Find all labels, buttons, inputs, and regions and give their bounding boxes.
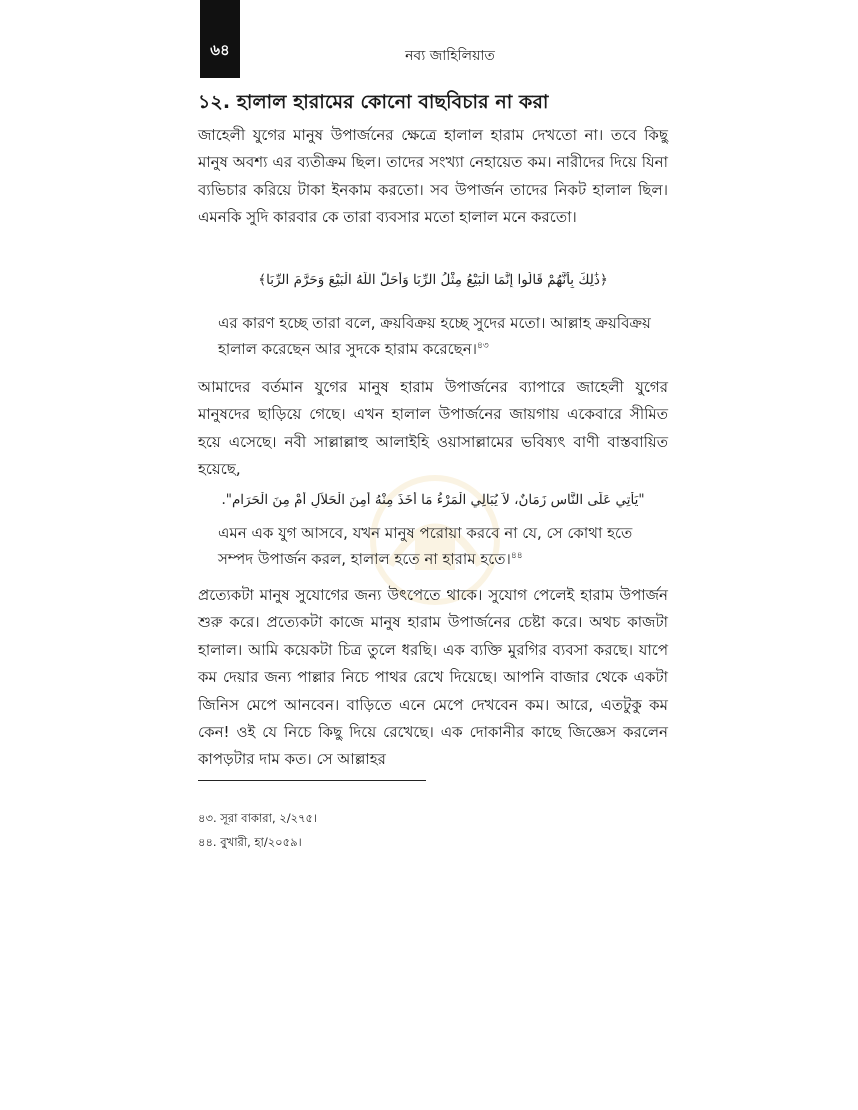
- page-number-tab: [200, 0, 240, 78]
- paragraph-1: জাহেলী যুগের মানুষ উপার্জনের ক্ষেত্রে হালাল হারাম দেখতো না। তবে কিছু মানুষ অবশ্য এর ব্যতীক্রম ছিল। তাদের সংখ্যা নেহায়েত কম। নারীদের দিয়ে যিনা ব্যভিচার করিয়ে টাকা ইনকাম করতো। সব উপার্জন তাদের নিকট হালাল ছিল। এমনকি সুদি কারবার কে তারা ব্যবসার মতো হালাল মনে করতো।: [198, 126, 668, 227]
- hadith-translation-text: এমন এক যুগ আসবে, যখন মানুষ পরোয়া করবে না যে, সে কোথা হতে সম্পদ উপার্জন করল, হালাল হতে না হারাম হতে।: [218, 524, 633, 568]
- page-number: ৬৪: [210, 41, 230, 59]
- hadith-translation: [218, 520, 658, 572]
- paragraph-2: আমাদের বর্তমান যুগের মানুষ হারাম উপার্জনের ব্যাপারে জাহেলী যুগের মানুষদের ছাড়িয়ে গেছে। এখন হালাল উপার্জনের জায়গায় একেবারে সীমিত হয়ে এসেছে। নবী সাল্লাল্লাহু আলাইহি ওয়াসাল্লামের ভবিষ্যৎ বাণী বাস্তবায়িত হয়েছে,: [198, 378, 668, 479]
- paragraph-3: প্রত্যেকটা মানুষ সুযোগের জন্য উৎপেতে থাকে। সুযোগ পেলেই হারাম উপার্জন শুরু করে। প্রত্যেকটা কাজে মানুষ হারাম উপার্জনের চেষ্টা করে। অথচ কাজটা হালাল। আমি কয়েকটা চিত্র তুলে ধরছি। এক ব্যক্তি মুরগির ব্যবসা করছে। যাপে কম দেয়ার জন্য পাল্লার নিচে পাথর রেখে দিয়েছে। আপনি বাজার থেকে একটা জিনিস মেপে আনবেন। বাড়িতে এনে মেপে দেখবেন কম। আরে, এতটুকু কম কেন! ওই যে নিচে কিছু দিয়ে রেখেছে। এক দোকানীর কাছে জিজ্ঞেস করলেন কাপড়টার দাম কত। সে আল্লাহর: [198, 586, 668, 769]
- running-title: নব্য জাহিলিয়াত: [405, 48, 495, 64]
- quran-verse-translation: [218, 310, 658, 362]
- section-heading: ১২. হালাল হারামের কোনো বাছবিচার না করা: [198, 91, 549, 113]
- hadith-arabic: "يَأْتِي عَلَى النَّاسِ زَمَانٌ، لاَ يُبَالِي الْمَرْءُ مَا أَخَذَ مِنْهُ أَمِنَ الْحَلاَلِ أَمْ مِنَ الْحَرَامِ".: [221, 492, 645, 508]
- quran-verse-arabic: ﴿ذَٰلِكَ بِأَنَّهُمْ قَالُوا إِنَّمَا الْبَيْعُ مِثْلُ الرِّبَا وَأَحَلَّ اللَّهُ الْبَيْعَ وَحَرَّمَ الرِّبَا﴾: [258, 272, 608, 288]
- footnote-43: ৪৩. সূরা বাকারা, ২/২৭৫।: [198, 811, 318, 825]
- footnote-ref-44: ৪৪: [510, 551, 523, 561]
- footnote-divider: [198, 780, 426, 781]
- quran-translation-text: এর কারণ হচ্ছে তারা বলে, ক্রয়বিক্রয় হচ্ছে সুদের মতো। আল্লাহ ক্রয়বিক্রয় হালাল করেছেন আর সুদকে হারাম করেছেন।: [218, 314, 651, 358]
- footnote-ref-43: ৪৩: [477, 341, 489, 351]
- footnote-44: ৪৪. বুখারী, হা/২০৫৯।: [198, 835, 302, 849]
